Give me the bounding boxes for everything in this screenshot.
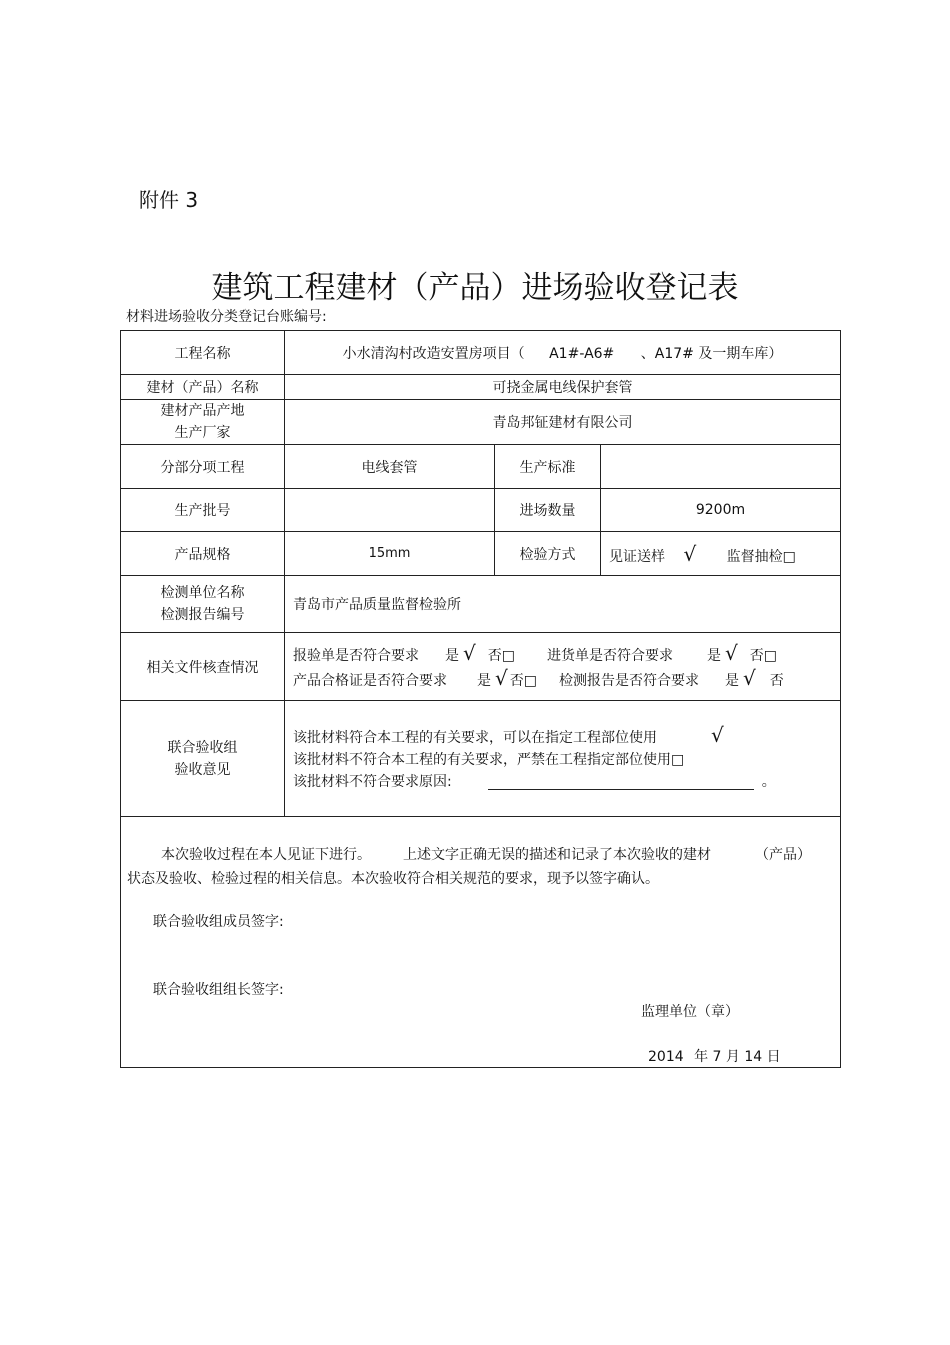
material-name-value: 可挠金属电线保护套管 — [285, 375, 841, 400]
row-batch — [121, 489, 841, 532]
date-month: 7 — [712, 1049, 722, 1065]
opinion-line1 — [293, 724, 840, 749]
check-mark-icon: √ — [495, 665, 508, 690]
origin-label-line1: 建材产品产地 — [160, 403, 245, 419]
method-options — [601, 532, 841, 576]
date-day: 14 — [744, 1049, 763, 1065]
date-year-unit: 年 — [694, 1049, 709, 1065]
project-name-label: 工程名称 — [121, 331, 285, 375]
no-checkbox: 否□ — [487, 647, 515, 664]
members-signature-label: 联合验收组成员签字: — [153, 914, 284, 930]
spec-label: 产品规格 — [121, 532, 285, 576]
quantity-value: 9200m — [601, 489, 841, 532]
project-name-suffix: 、A17# 及一期车库） — [640, 345, 783, 362]
statement-line1 — [127, 843, 830, 867]
opinion-options — [285, 701, 841, 817]
no-checkbox: 否□ — [509, 672, 537, 689]
opinion-line3 — [293, 771, 840, 793]
project-name-text: 小水清沟村改造安置房项目（ — [342, 345, 525, 362]
row-origin — [121, 400, 841, 445]
lab-label-line2: 检测报告编号 — [160, 607, 245, 623]
check-mark-icon: √ — [724, 640, 738, 665]
supervisor-stamp-label: 监理单位（章） — [641, 1004, 739, 1020]
lab-label — [121, 576, 285, 633]
period-mark: 。 — [761, 774, 776, 790]
check-mark-icon: √ — [463, 640, 476, 665]
row-signature — [121, 817, 841, 1068]
docs-check-line1 — [293, 642, 840, 667]
certificate-check: 产品合格证是否符合要求 — [293, 672, 447, 689]
method-witness-sampling: 见证送样 — [609, 548, 665, 565]
batch-label: 生产批号 — [121, 489, 285, 532]
row-sub-project — [121, 445, 841, 489]
check-mark-icon: √ — [683, 541, 697, 566]
check-mark-icon: √ — [711, 723, 724, 747]
method-label: 检验方式 — [495, 532, 601, 576]
signature-section — [121, 817, 841, 1068]
quantity-label: 进场数量 — [495, 489, 601, 532]
date-day-unit: 日 — [766, 1049, 781, 1065]
sub-project-value: 电线套管 — [285, 445, 495, 489]
signature-date — [648, 1046, 781, 1066]
reason-blank-line — [488, 775, 754, 790]
project-code: A1#-A6# — [549, 345, 615, 362]
row-opinion — [121, 701, 841, 817]
origin-label-line2: 生产厂家 — [174, 425, 231, 441]
statement-part-a: 本次验收过程在本人见证下进行。 — [161, 847, 371, 863]
opinion-reason-label: 该批材料不符合要求原因: — [293, 774, 452, 790]
ledger-number-label: 材料进场验收分类登记台账编号: — [126, 309, 327, 325]
origin-value: 青岛邦钲建材有限公司 — [285, 400, 841, 445]
statement-line2: 状态及验收、检验过程的相关信息。本次验收符合相关规范的要求，现予以签字确认。 — [127, 871, 659, 887]
no-label: 否 — [769, 672, 784, 689]
page-title: 建筑工程建材（产品）进场验收登记表 — [211, 270, 739, 306]
test-report-check: 检测报告是否符合要求 — [558, 672, 699, 689]
standard-label: 生产标准 — [495, 445, 601, 489]
opinion-line2: 该批材料不符合本工程的有关要求，严禁在工程指定部位使用□ — [293, 752, 685, 768]
row-lab — [121, 576, 841, 633]
attachment-label: 附件 3 — [139, 188, 199, 212]
statement-part-c: （产品） — [755, 847, 811, 863]
material-name-label: 建材（产品）名称 — [121, 375, 285, 400]
inspection-form-check: 报验单是否符合要求 — [293, 647, 419, 664]
opinion-label-line2: 验收意见 — [174, 761, 231, 778]
no-checkbox: 否□ — [749, 647, 777, 664]
spec-value: 15mm — [285, 532, 495, 576]
opinion-label — [121, 701, 285, 817]
opinion-accept: 该批材料符合本工程的有关要求，可以在指定工程部位使用 — [293, 730, 657, 746]
yes-label: 是 — [724, 672, 739, 689]
yes-label: 是 — [477, 672, 491, 689]
delivery-note-check: 进货单是否符合要求 — [546, 647, 673, 664]
check-mark-icon: √ — [742, 665, 756, 690]
docs-check-line2 — [293, 667, 840, 692]
opinion-label-line1: 联合验收组 — [167, 739, 238, 756]
docs-label: 相关文件核查情况 — [121, 633, 285, 701]
date-month-unit: 月 — [725, 1049, 740, 1065]
batch-value — [285, 489, 495, 532]
confirmation-statement — [127, 843, 830, 891]
lab-label-line1: 检测单位名称 — [160, 585, 245, 601]
yes-label: 是 — [706, 647, 721, 664]
inspection-form-table — [120, 330, 841, 1068]
yes-label: 是 — [445, 647, 459, 664]
row-spec — [121, 532, 841, 576]
origin-label — [121, 400, 285, 445]
docs-checks — [285, 633, 841, 701]
standard-value — [601, 445, 841, 489]
row-material-name — [121, 375, 841, 400]
row-project-name — [121, 331, 841, 375]
project-name-value — [285, 331, 841, 375]
lab-value: 青岛市产品质量监督检验所 — [285, 576, 841, 633]
date-year: 2014 — [648, 1049, 684, 1065]
method-supervised-sampling: 监督抽检□ — [726, 548, 796, 565]
leader-signature-label: 联合验收组组长签字: — [153, 982, 284, 998]
row-docs — [121, 633, 841, 701]
sub-project-label: 分部分项工程 — [121, 445, 285, 489]
statement-part-b: 上述文字正确无误的描述和记录了本次验收的建材 — [403, 847, 711, 863]
